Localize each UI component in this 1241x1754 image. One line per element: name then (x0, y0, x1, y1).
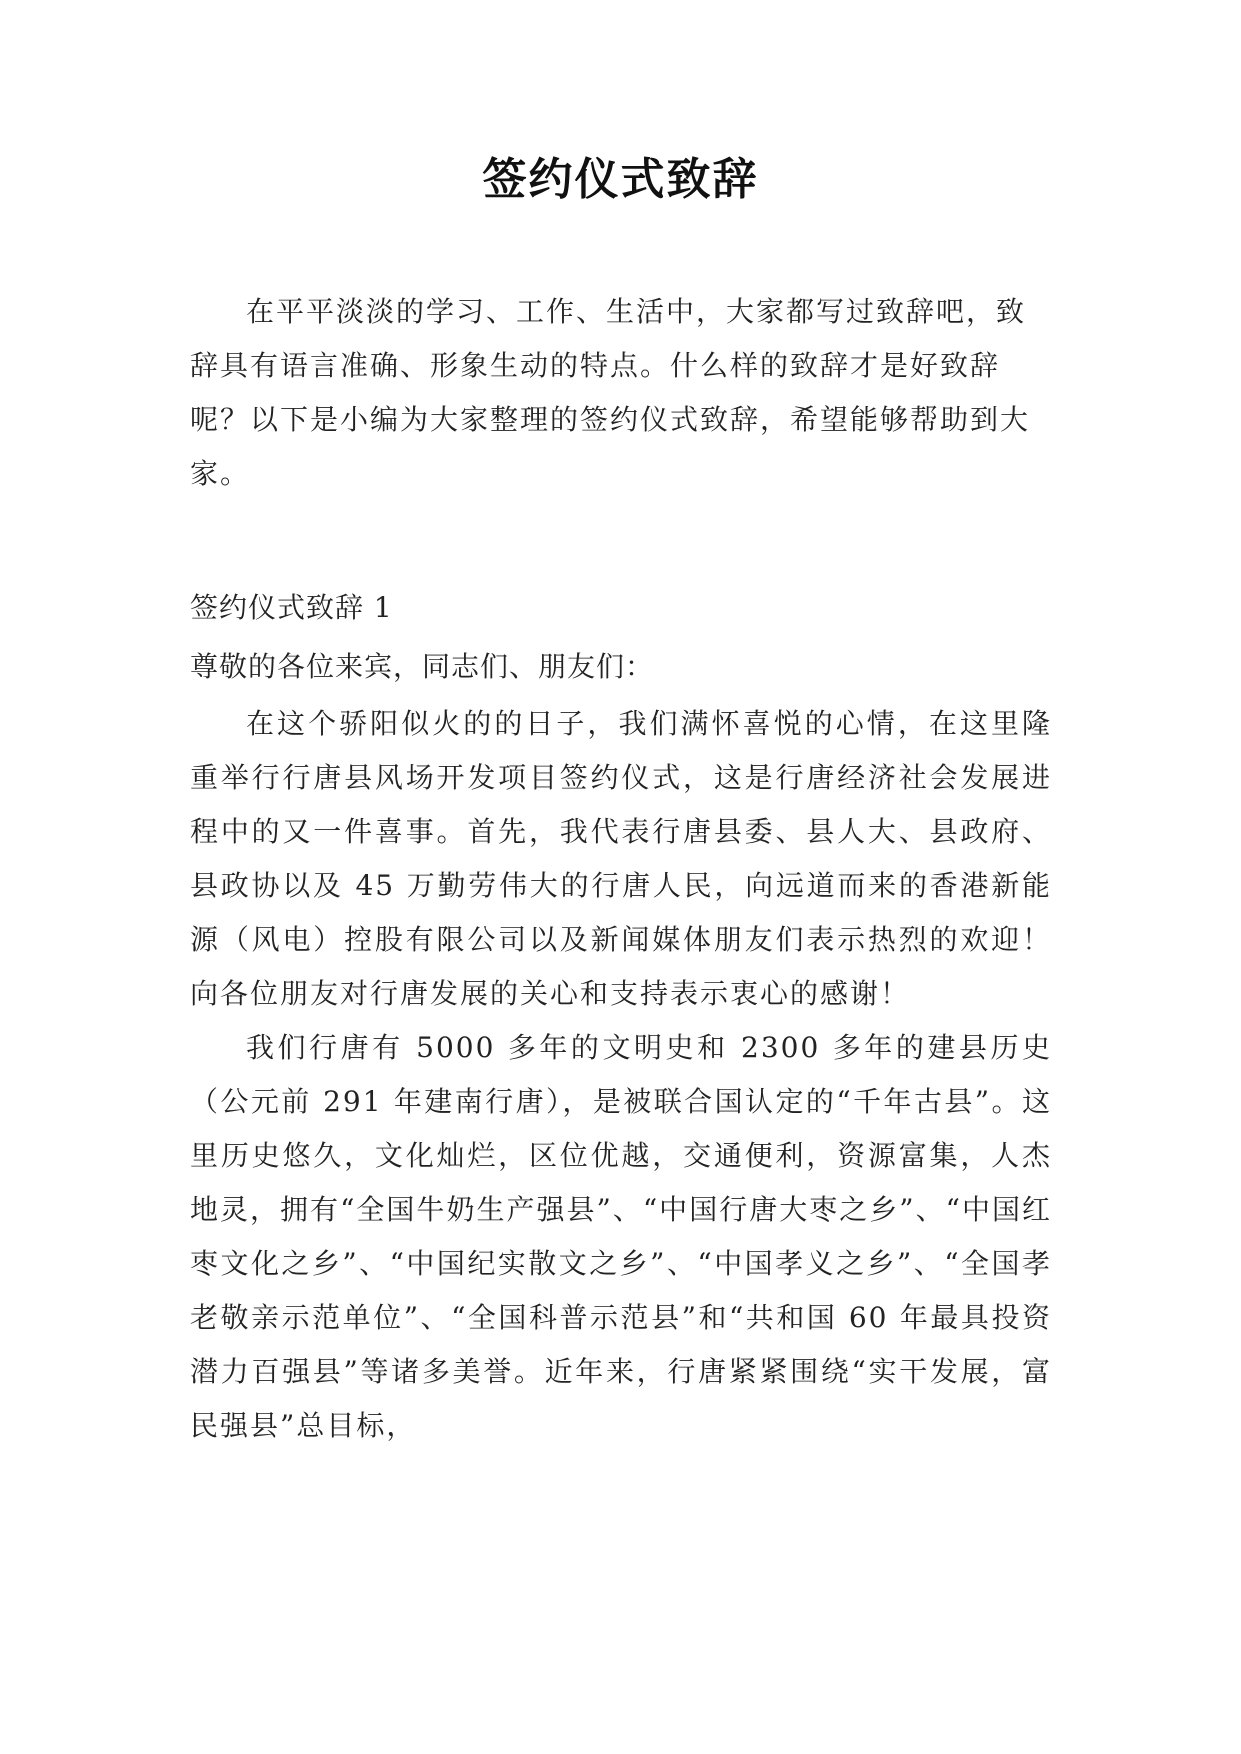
salutation: 尊敬的各位来宾，同志们、朋友们： (190, 650, 655, 683)
body-paragraphs (190, 697, 1052, 1453)
document-title: 签约仪式致辞 (482, 154, 759, 205)
body-paragraph: 我们行唐有 5000 多年的文明史和 2300 多年的建县历史（公元前 291 年建南行唐），是被联合国认定的“千年古县”。这里历史悠久，文化灿烂，区位优越，交通便利，资源富集，人杰地灵，拥有“全国牛奶生产强县”、“中国行唐大枣之乡”、“中国红枣文化之乡”、“中国纪实散文之乡”、“中国孝义之乡”、“全国孝老敬亲示范单位”、“全国科普示范县”和“共和国 60 年最具投资潜力百强县”等诸多美誉。近年来，行唐紧紧围绕“实干发展，富民强县”总目标， (190, 1031, 1052, 1442)
intro-paragraph: 在平平淡淡的学习、工作、生活中，大家都写过致辞吧，致辞具有语言准确、形象生动的特点。什么样的致辞才是好致辞呢？以下是小编为大家整理的签约仪式致辞，希望能够帮助到大家。 (190, 295, 1031, 490)
body-paragraph: 在这个骄阳似火的的日子，我们满怀喜悦的心情，在这里隆重举行行唐县风场开发项目签约仪式，这是行唐经济社会发展进程中的又一件喜事。首先，我代表行唐县委、县人大、县政府、县政协以及 45 万勤劳伟大的行唐人民，向远道而来的香港新能源（风电）控股有限公司以及新闻媒体朋友们表示热烈的欢迎！向各位朋友对行唐发展的关心和支持表示衷心的感谢！ (190, 707, 1052, 1010)
section-title: 签约仪式致辞 1 (190, 591, 393, 624)
